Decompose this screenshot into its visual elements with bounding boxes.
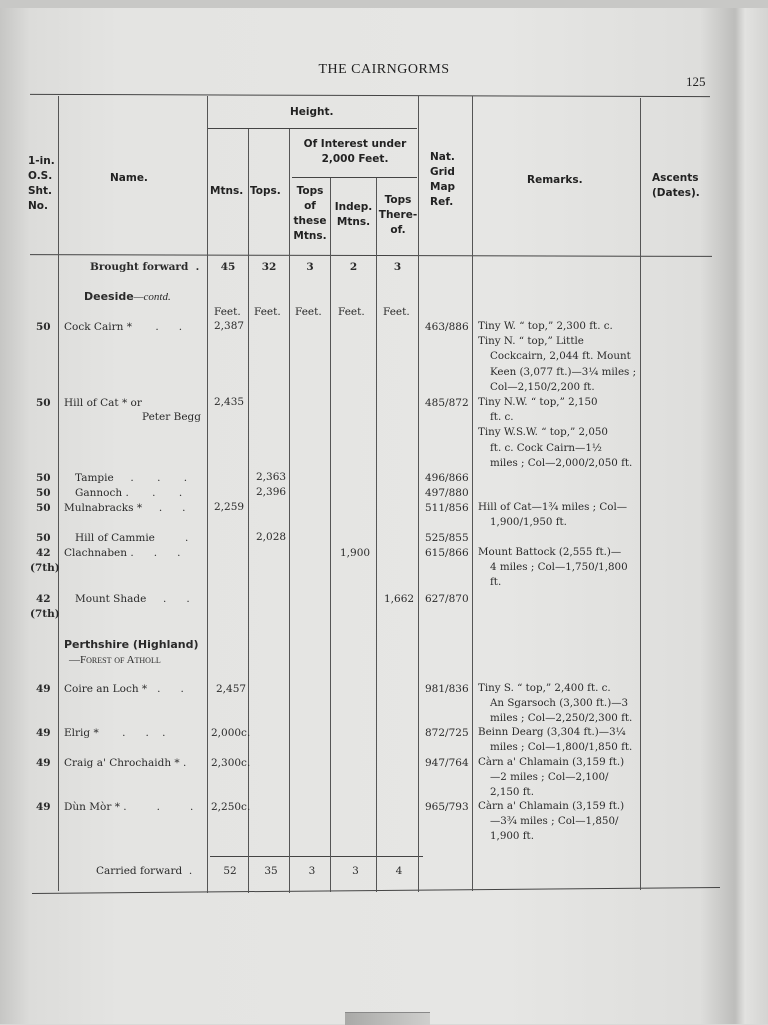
header-line: Nat. [430, 151, 455, 163]
sheet-edition: (7th) [30, 562, 60, 574]
col-divider-name [207, 96, 208, 893]
header-line: of [304, 200, 316, 212]
sheet-no: 49 [36, 757, 51, 769]
height-mtns: 2,435 [214, 396, 245, 408]
height-mtns: 2,000c. [211, 727, 251, 739]
header-indep [331, 200, 376, 230]
height-tops: 2,363 [256, 471, 287, 483]
sheet-no: 49 [36, 683, 51, 695]
remarks-line: miles ; Col—2,250/2,300 ft. [490, 712, 633, 725]
remarks [478, 545, 638, 591]
header-line: Indep. [334, 201, 373, 213]
header-line: There- [378, 209, 418, 221]
brought-forward-tops: 32 [261, 261, 277, 273]
remarks-line: Tiny N.W. “ top,” 2,150 [478, 396, 598, 408]
running-head: THE CAIRNGORMS [318, 62, 450, 77]
remarks-line: Tiny W. “ top,” 2,300 ft. c. [478, 320, 613, 332]
grid-ref: 511/856 [425, 502, 469, 514]
remarks-line: Mount Battock (2,555 ft.)— [478, 546, 622, 558]
section-perthshire: Perthshire (Highland) [64, 638, 199, 651]
grid-ref: 497/880 [425, 487, 469, 499]
header-sheet-line: No. [28, 200, 48, 212]
grid-ref: 627/870 [425, 593, 469, 605]
units-indep: Feet. [338, 306, 365, 318]
carried-forward-indep: 3 [352, 865, 359, 877]
carried-forward-label: Carried forward . [96, 865, 193, 877]
sheet-no: 50 [36, 487, 51, 499]
name-text: Mulnabracks * [64, 502, 143, 514]
name-text: Elrig * [64, 727, 99, 739]
name-text: Cock Cairn * [64, 321, 132, 333]
name-text: Hill of Cammie [75, 532, 155, 544]
remarks [478, 681, 638, 727]
units-mtns: Feet. [214, 306, 241, 318]
col-divider-mtns [248, 129, 249, 893]
header-tops-of-these [290, 184, 330, 244]
height-mtns: 2,259 [214, 501, 245, 513]
remarks-line: Beinn Dearg (3,304 ft.)—3¼ [478, 726, 626, 738]
col-divider-remarks [640, 98, 641, 890]
brought-forward-mtns: 45 [220, 261, 236, 273]
remarks [478, 500, 638, 530]
carried-forward-tops-of-these: 3 [308, 865, 316, 877]
remarks-line: Keen (3,077 ft.)—3¼ miles ; [490, 365, 637, 378]
sheet-no: 50 [36, 532, 51, 544]
header-line: Grid [430, 166, 455, 178]
height-tops-thereof: 1,662 [384, 593, 415, 605]
header-line: Ascents [652, 172, 699, 184]
header-name: Name. [110, 172, 148, 184]
mountain-name: Coire an Loch * . . [64, 683, 184, 695]
mountain-name: Elrig * . . . [64, 727, 166, 739]
name-text: Tampie [75, 472, 114, 484]
header-remarks: Remarks. [527, 174, 583, 186]
remarks-line: ft. c. [490, 411, 514, 424]
header-tops: Tops. [250, 185, 281, 197]
header-line: of. [390, 224, 406, 236]
grid-ref: 947/764 [425, 757, 469, 769]
page-number: 125 [686, 74, 706, 89]
page-edge [0, 0, 768, 8]
name-text: Clachnaben [64, 547, 128, 559]
grid-ref: 615/866 [425, 547, 469, 559]
header-line: Map [430, 181, 456, 193]
brought-forward-label: Brought forward . [90, 261, 200, 273]
carried-forward-tops: 35 [264, 865, 278, 877]
remarks-line: Hill of Cat—1¾ miles ; Col— [478, 501, 628, 513]
mountain-name: Mount Shade . . [75, 593, 190, 605]
height-mtns: 2,457 [216, 683, 247, 695]
mountain-name: Gannoch . . . [75, 487, 183, 499]
label-text: Carried forward [96, 865, 183, 877]
remarks [478, 755, 638, 801]
units-tops-of-these: Feet. [295, 306, 322, 318]
section-suffix: —contd. [133, 291, 171, 303]
header-line: Tops [296, 185, 324, 197]
grid-ref: 981/836 [425, 683, 469, 695]
header-line: Mtns. [293, 230, 327, 242]
remarks-line: miles ; Col—2,000/2,050 ft. [490, 456, 633, 469]
remarks [478, 395, 638, 471]
remarks-line: Cockcairn, 2,044 ft. Mount [490, 350, 631, 363]
mountain-name-alt: Peter Begg [142, 411, 201, 423]
remarks [478, 319, 638, 395]
header-interest-line: Of Interest under [303, 138, 407, 150]
sheet-no: 42 [36, 593, 51, 605]
header-ascents [652, 171, 700, 201]
table-top-rule [30, 94, 710, 97]
remarks-line: Càrn a' Chlamain (3,159 ft.) [478, 756, 625, 768]
grid-ref: 872/725 [425, 727, 469, 739]
mountain-name: Cock Cairn * . . [64, 321, 183, 333]
remarks-line: ft. [490, 576, 502, 589]
sheet-no: 50 [36, 397, 51, 409]
mountain-name: Clachnaben . . . [64, 547, 181, 559]
remarks [478, 725, 638, 755]
interest-header-rule [292, 177, 417, 178]
header-sheet-line: 1-in. [28, 155, 55, 167]
col-divider-indep [376, 178, 377, 892]
header-interest [296, 137, 414, 167]
remarks-line: —3¾ miles ; Col—1,850/ [490, 815, 619, 828]
header-grid [420, 150, 480, 210]
remarks-line: —2 miles ; Col—2,100/ [490, 771, 609, 784]
mountain-name: Tampie . . . [75, 472, 188, 484]
remarks-line: Càrn a' Chlamain (3,159 ft.) [478, 800, 625, 812]
sheet-edition: (7th) [30, 608, 60, 620]
remarks-line: miles ; Col—1,800/1,850 ft. [490, 741, 633, 754]
header-tops-thereof [377, 193, 419, 238]
height-tops: 2,396 [256, 486, 287, 498]
height-indep: 1,900 [340, 547, 371, 559]
mountain-name: Mulnabracks * . . [64, 502, 186, 514]
col-divider-sheet [58, 96, 59, 891]
section-deeside [84, 290, 171, 304]
remarks-line: 1,900 ft. [490, 830, 534, 843]
carried-forward-rule [210, 856, 423, 857]
grid-ref: 496/866 [425, 472, 469, 484]
brought-forward-tops-thereof: 3 [393, 261, 402, 273]
col-divider-tops-of-these [330, 178, 331, 892]
header-line: Mtns. [336, 216, 371, 228]
sheet-no: 49 [36, 727, 51, 739]
sheet-no: 49 [36, 801, 51, 813]
sheet-no: 42 [36, 547, 51, 559]
header-line: Ref. [430, 196, 454, 208]
sheet-no: 50 [36, 321, 51, 333]
section-subtitle: —Forest of Atholl [69, 654, 161, 666]
height-tops: 2,028 [256, 531, 287, 543]
label-text: Brought forward [90, 261, 189, 273]
sheet-no: 50 [36, 472, 51, 484]
header-line: (Dates). [652, 187, 700, 199]
remarks-line: 4 miles ; Col—1,750/1,800 [490, 561, 628, 574]
carried-forward-mtns: 52 [223, 865, 237, 877]
remarks-line: An Sgarsoch (3,300 ft.)—3 [490, 697, 629, 710]
name-text: Dùn Mòr * [64, 801, 120, 813]
height-mtns: 2,250c. [211, 801, 251, 813]
remarks-line: 2,150 ft. [490, 786, 534, 799]
height-mtns: 2,300c. [211, 757, 251, 769]
page-tab-marker [345, 1012, 430, 1025]
header-line: these [293, 215, 327, 227]
name-text: Gannoch [75, 487, 123, 499]
header-mtns: Mtns. [210, 185, 244, 197]
remarks [478, 799, 638, 845]
sheet-no: 50 [36, 502, 51, 514]
units-tops: Feet. [254, 306, 281, 318]
header-line: Tops [384, 194, 412, 206]
header-sheet-line: O.S. [28, 170, 53, 182]
mountain-name: Hill of Cat * or [64, 397, 142, 409]
remarks-line: Tiny W.S.W. “ top,” 2,050 [478, 426, 608, 439]
grid-ref: 463/886 [425, 321, 469, 333]
mountain-name: Dùn Mòr * . . . [64, 801, 194, 813]
name-text: Mount Shade [75, 593, 147, 605]
remarks-line: 1,900/1,950 ft. [490, 516, 567, 529]
col-divider-grid [472, 96, 473, 891]
remarks-line: Col—2,150/2,200 ft. [490, 380, 595, 393]
header-sheet [28, 154, 55, 214]
header-bottom-rule [30, 254, 712, 257]
name-text: Craig a' Chrochaidh * [64, 757, 180, 769]
brought-forward-tops-of-these: 3 [306, 261, 314, 273]
remarks-line: Tiny N. “ top,” Little [478, 335, 584, 348]
remarks-line: Tiny S. “ top,” 2,400 ft. c. [478, 682, 611, 694]
name-text: Coire an Loch * [64, 683, 148, 695]
header-sheet-line: Sht. [28, 185, 53, 197]
header-height: Height. [290, 106, 334, 118]
grid-ref: 485/872 [425, 397, 469, 409]
height-mtns: 2,387 [214, 320, 245, 332]
section-title: Deeside [84, 290, 134, 303]
grid-ref: 525/855 [425, 532, 469, 544]
carried-forward-tops-thereof: 4 [395, 865, 403, 877]
header-interest-line: 2,000 Feet. [321, 153, 389, 165]
grid-ref: 965/793 [425, 801, 469, 813]
brought-forward-indep: 2 [349, 261, 358, 273]
mountain-name: Hill of Cammie . [75, 532, 189, 544]
units-tops-thereof: Feet. [383, 306, 410, 318]
height-header-rule [207, 128, 417, 129]
remarks-line: ft. c. Cock Cairn—1½ [490, 441, 602, 454]
mountain-name: Craig a' Chrochaidh * . [64, 757, 187, 769]
